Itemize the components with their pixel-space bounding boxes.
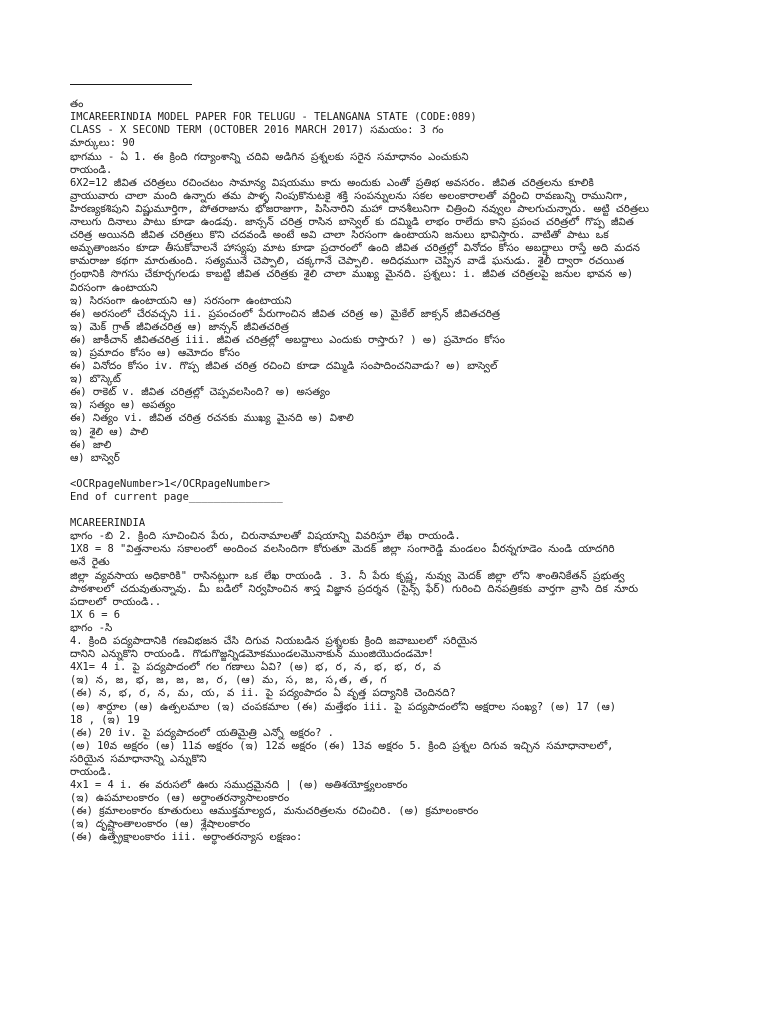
text-line: ఈ) రాకెట్ v. జీవిత చరిత్రల్లో చెప్పవలసింది? అ) అసత్యం (70, 386, 330, 399)
text-line: ఈ) జాకీచాన్ జీవితచరిత్ర iii. జీవిత చరిత్రల్లో అబద్దాలు ఎందుకు రాస్తారు? ) అ) ప్రమోదం కోసం (70, 333, 505, 346)
text-line: IMCAREERINDIA MODEL PAPER FOR TELUGU - TELANGANA STATE (CODE:089) (70, 111, 477, 124)
text-line: 4X1= 4 i. పై పద్యపాదంలో గల గణాలు ఏవి? (అ) భ, ర, న, భ, భ, ర, వ (70, 661, 441, 674)
text-line: (ఈ) క్రమాలంకారం కూతురులు ఆముక్తమాల్యద, మనుచరిత్రలను రచించిరి. (అ) క్రమాలంకారం (70, 805, 479, 818)
ocr-page-number: <OCRpageNumber>1</OCRpageNumber> (70, 477, 271, 490)
text-line: (అ) 10వ అక్షరం (ఆ) 11వ అక్షరం (ఇ) 12వ అక్షరం (ఈ) 13వ అక్షరం 5. క్రింది ప్రశ్నల దిగువ ఇచ్చిన సమాధానాలలో, (70, 739, 614, 752)
text-line: ఇ) మెక్ గ్రాత్ జీవితచరిత్ర ఆ) జాన్సన్ జీవితచరిత్ర (70, 320, 289, 333)
text-line: నాలుగు దినాలు పాటు కూడా ఉండవు. జాన్సన్ చరిత్ర రాసిన బాస్వెల్ కు దమ్మిడి లాభం రాలేదు కాని ప్రపంచ చరిత్రలో గొప్ప జీవిత (70, 216, 634, 229)
text-line: మార్కులు: 90 (70, 137, 135, 150)
text-line: ఆ) బాస్వెర్ (70, 451, 120, 464)
text-line: అనే రైతు (70, 556, 110, 569)
text-line: 6X2=12 జీవిత చరిత్రలు రచించటం సామాన్య విషయము కాదు అందుకు ఎంతో ప్రతిభ అవసరం. జీవిత చరిత్రలను కూలికి (70, 176, 594, 189)
text-line: ఈ) అరసంలో చేరవచ్చని ii. ప్రపంచంలో పేరుగాంచిన జీవిత చరిత్ర అ) మైకేల్ జాక్సన్ జీవితచరిత్ర (70, 307, 500, 320)
text-line: ఇ) బొస్కెట్ (70, 373, 121, 386)
text-line: ఇ) సత్యం ఆ) అపత్యం (70, 399, 176, 412)
text-line: జిల్లా వ్యవసాయ అధికారికి" రాసినట్లుగా ఒక లేఖ రాయండి . 3. నీ పేరు కృష్ణ, నువ్వు మెదక్ జిల్లా లోని శాంతినికేతన్ ప్రభుత్వ (70, 569, 625, 582)
text-line: 4. క్రింది పద్యపాదానికి గణవిభజన చేసి దిగువ నియబడిన ప్రశ్నలకు క్రింది జవాబులలో సరియైన (70, 635, 478, 648)
text-line: చరిత్ర అయినది జీవిత చరిత్రలు కొని చదవండి అంటే అవి చాలా సిరసంగా ఉంటాయని జనులు భావిస్తారు. వాటితో పాటు ఒక (70, 229, 609, 242)
text-line: సరియైన సమాధానాన్ని ఎన్నుకొని (70, 752, 207, 765)
text-line: ఈ) నిత్యం vi. జీవిత చరిత్ర రచనకు ముఖ్య మైనది అ) విశాలి (70, 412, 354, 425)
text-line: CLASS - X SECOND TERM (OCTOBER 2016 MARCH 2017) సమయం: 3 గం (70, 124, 444, 137)
text-line: MCAREERINDIA (70, 517, 146, 530)
document-page (70, 72, 760, 845)
text-line: గ్రంథానికి సొగసు చేకూర్చగలడు కాబట్టి జీవిత చరిత్రకు శైలి చాలా ముఖ్య మైనది. ప్రశ్నలు: i. జీవిత చరిత్రలపై జనుల భావన అ) (70, 268, 634, 281)
text-line: 18 , (ఇ) 19 (70, 713, 140, 726)
text-line: 4x1 = 4 i. ఈ వరుసలో ఊరు సముద్రమైనది | (అ) అతిశయోక్త్యలంకారం (70, 779, 408, 792)
text-line: రాయండి. (70, 163, 113, 176)
text-line: ఇ) ప్రమాదం కోసం ఆ) ఆమోదం కోసం (70, 346, 240, 359)
text-line: పాఠశాలలో చదువుతున్నావు. మీ బడిలో నిర్వహించిన శాస్త్ర విజ్ఞాన ప్రదర్శన (సైన్స్ ఫేర్) గురించి దినపత్రికకు వార్తగా వ్రాసి దిక నూరు (70, 582, 639, 595)
text-line: రాయండి. (70, 765, 113, 778)
text-line: (అ) శార్దూల (ఆ) ఉత్పలమాల (ఇ) చంపకమాల (ఈ) మత్తేభం iii. పై పద్యపాదంలోని అక్షరాల సంఖ్య? (అ) 17 (ఆ) (70, 700, 617, 713)
text-line: దానిని ఎన్నుకొని రాయండి. గొడుగొజ్జన్నిడమోకముండలమొనాకున్ ముంజియొదండమో! (70, 648, 434, 661)
text-line: తం (70, 98, 84, 111)
text-line: అమృతాంజనం కూడా తీసుకోవాలనే హాస్యపు మాట కూడా ప్రచారంలో ఉంది జీవిత చరిత్రల్లో వినోదం కోసం అబద్దాలు రాస్తే అది మదన (70, 242, 640, 255)
text-line: (ఈ) ఉత్ప్రేక్షాలంకారం iii. అర్థాంతరన్యాస లక్షణం: (70, 831, 303, 844)
text-line: (ఇ) న, జ, భ, జ, జ, జ, ర, (ఆ) మ, స, జ, స,త, త, గ (70, 674, 387, 687)
text-line: (ఇ) దృష్టాంతాలంకారం (ఆ) శ్లేషాలంకారం (70, 818, 251, 831)
text-line: 1X8 = 8 "విత్తనాలను సకాలంలో అందించ వలసిందిగా కోరుతూ మెదక్ జిల్లా సంగారెడ్డి మండలం వీరన్నగూడెం నుండి యాదగిరి (70, 543, 615, 556)
end-of-page-marker: End of current page_______________ (70, 491, 283, 503)
text-line: భాగం -బి 2. క్రింది సూచించిన పేరు, చిరునామాలతో విషయాన్ని వివరిస్తూ లేఖ రాయండి. (70, 530, 461, 543)
text-line: (ఈ) న, భ, ర, న, మ, య, వ ii. పై పద్యంపాదం ఏ వృత్త పద్యానికి చెందినది? (70, 687, 456, 700)
text-line: (ఈ) 20 iv. పై పద్యపాదంలో యతిమైత్రి ఎన్నో అక్షరం? . (70, 726, 334, 739)
text-line: విరసంగా ఉంటాయని (70, 281, 158, 294)
text-line: కామరాజు కథగా మారుతుంది. సత్యమునే చెప్పాలి, చక్కగానే చెప్పాలి. అదిధముగా చెప్పిన వాడే ఘనుడు. శైలీ ద్వారా రచయిత (70, 255, 625, 268)
text-line: ఇ) సిరసంగా ఉంటాయని ఆ) సరసంగా ఉంటాయని (70, 294, 292, 307)
text-line: 1X 6 = 6 (70, 608, 121, 621)
text-line: ఇ) శైలి ఆ) పాలి (70, 425, 149, 438)
text-line: ఈ) జాలి (70, 438, 112, 451)
text-line: హిరణ్యకశిపుని విష్ణుమూర్తిగా, పోతరాజును భోజరాజుగా, పిసినారిని మహా దానశీలునిగా చిత్రించి నవ్వుల పాలగుచున్నారు. అట్టి చరిత్రలు (70, 202, 650, 215)
text-line: (ఇ) ఉపమాలంకారం (ఆ) అర్థాంతరన్యాసాలంకారం (70, 792, 290, 805)
text-line: భాగం -సి (70, 621, 113, 634)
text-line: పదాలలో రాయండి.. (70, 595, 162, 608)
page-1-text (70, 98, 760, 465)
text-line: భాగము - ఏ 1. ఈ క్రింది గద్యాంశాన్ని చదివి అడిగిన ప్రశ్నలకు సరైన సమాధానం ఎంచుకుని (70, 150, 469, 163)
page-2-text (70, 517, 760, 844)
text-line: వ్రాయువారు చాలా మంది ఉన్నారు తమ పాళ్ళ నింపుకొనుటకై శక్తి సంపన్నులను సకల అలంకారాలతో వర్ణించి రావణున్ని రామునిగా, (70, 189, 629, 202)
text-line: ఈ) వినోదం కోసం iv. గొప్ప జీవిత చరిత్ర రచించి కూడా దమ్మిడి సంపాదించనివాడు? అ) బాస్వెల్ (70, 360, 498, 373)
